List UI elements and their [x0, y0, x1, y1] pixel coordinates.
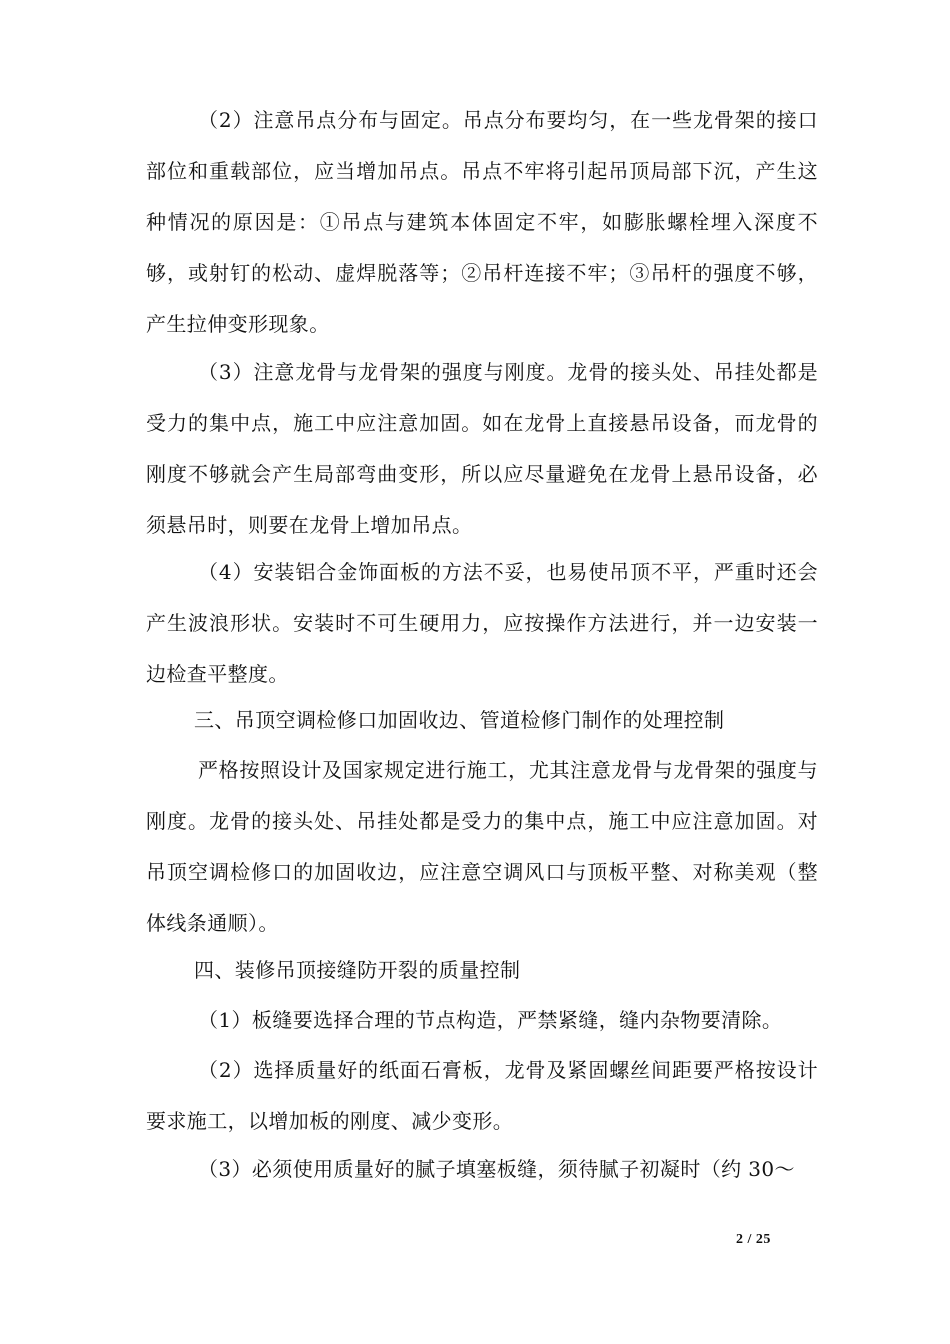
paragraph-panel-installation: （4）安装铝合金饰面板的方法不妥，也易使吊顶不平，严重时还会产生波浪形状。安装时不可生硬用力，应按操作方法进行，并一边安装一边检查平整度。	[146, 560, 818, 686]
paragraph-keel-strength: （3）注意龙骨与龙骨架的强度与刚度。龙骨的接头处、吊挂处都是受力的集中点，施工中应注意加固。如在龙骨上直接悬吊设备，而龙骨的刚度不够就会产生局部弯曲变形，所以应尽量避免在龙骨上悬吊设备，必须悬吊时，则要在龙骨上增加吊点。	[146, 360, 818, 537]
paragraph-putty: （3）必须使用质量好的腻子填塞板缝，须待腻子初凝时（约 30～	[198, 1157, 795, 1181]
page-indicator: 2 / 25	[736, 1232, 771, 1247]
paragraph-seam-structure: （1）板缝要选择合理的节点构造，严禁紧缝，缝内杂物要清除。	[198, 1008, 783, 1032]
paragraph-gypsum-board: （2）选择质量好的纸面石膏板，龙骨及紧固螺丝间距要严格按设计要求施工，以增加板的刚度、减少变形。	[146, 1058, 818, 1133]
paragraph-hanging-points: （2）注意吊点分布与固定。吊点分布要均匀，在一些龙骨架的接口部位和重载部位，应当增加吊点。吊点不牢将引起吊顶局部下沉，产生这种情况的原因是：①吊点与建筑本体固定不牢，如膨胀螺栓埋入深度不够，或射钉的松动、虚焊脱落等；②吊杆连接不牢；③吊杆的强度不够，产生拉伸变形现象。	[146, 108, 818, 336]
section-heading-4: 四、装修吊顶接缝防开裂的质量控制	[194, 958, 521, 982]
paragraph-access-panel: 严格按照设计及国家规定进行施工，尤其注意龙骨与龙骨架的强度与刚度。龙骨的接头处、吊挂处都是受力的集中点，施工中应注意加固。对吊顶空调检修口的加固收边，应注意空调风口与顶板平整、对称美观（整体线条通顺）。	[146, 758, 818, 935]
section-heading-3: 三、吊顶空调检修口加固收边、管道检修门制作的处理控制	[194, 708, 725, 732]
